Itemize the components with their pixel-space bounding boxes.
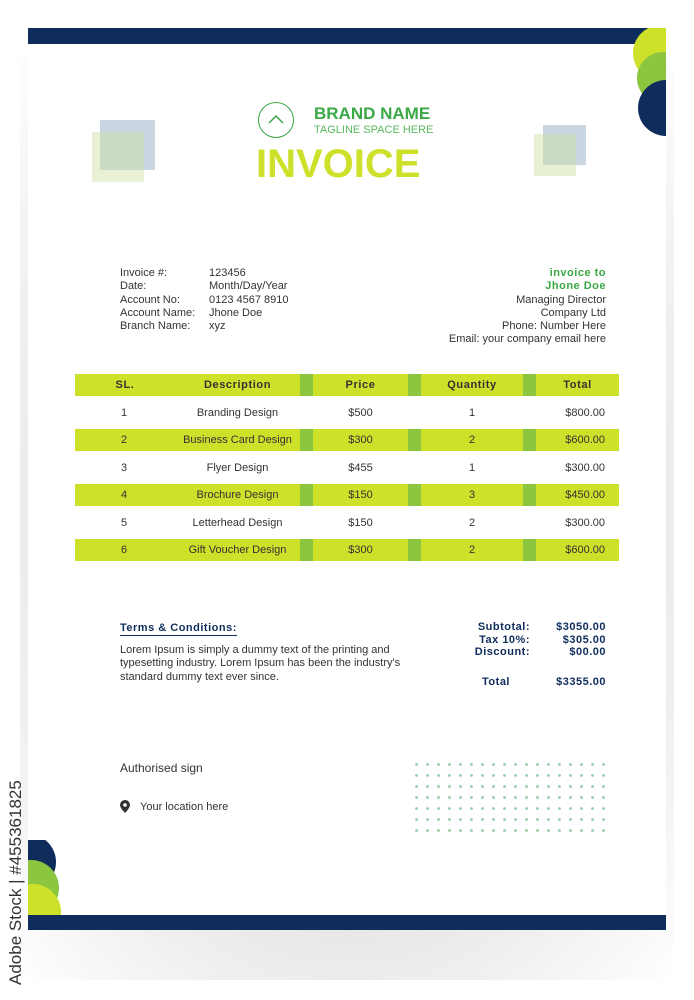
client-line: Managing Director bbox=[516, 293, 606, 306]
client-line: Phone: Number Here bbox=[502, 320, 606, 333]
table-row bbox=[75, 484, 619, 506]
top-bar bbox=[28, 28, 666, 44]
table-row bbox=[75, 451, 619, 484]
table-row bbox=[75, 539, 619, 561]
brand-logo-icon bbox=[258, 102, 294, 138]
table-cell: 2 bbox=[75, 429, 175, 451]
grand-total-label: Total bbox=[482, 675, 510, 688]
table-cell: $300.00 bbox=[565, 461, 605, 474]
table-row bbox=[75, 506, 619, 539]
col-header: Quantity bbox=[421, 374, 523, 396]
invoice-page bbox=[28, 28, 666, 930]
table-cell: 2 bbox=[421, 429, 523, 451]
table-cell: $150 bbox=[313, 484, 408, 506]
authorised-sign: Authorised sign bbox=[120, 761, 203, 775]
table-row bbox=[75, 429, 619, 451]
invoice-to bbox=[449, 267, 606, 347]
bottom-bar bbox=[28, 915, 666, 930]
page-title: INVOICE bbox=[256, 142, 421, 186]
table-cell: 1 bbox=[468, 461, 476, 474]
info-value: Jhone Doe bbox=[209, 306, 263, 319]
invoice-info bbox=[120, 267, 289, 333]
table-cell: 2 bbox=[421, 539, 523, 561]
table-cell: 1 bbox=[121, 406, 128, 419]
table-cell: 6 bbox=[75, 539, 175, 561]
items-table bbox=[75, 374, 619, 561]
info-label: Date: bbox=[120, 280, 147, 293]
brand-tagline: TAGLINE SPACE HERE bbox=[314, 124, 434, 136]
location-pin-icon bbox=[120, 800, 130, 813]
table-cell: $600.00 bbox=[536, 539, 619, 561]
corner-decoration-top bbox=[621, 28, 666, 138]
grand-total-value: $3355.00 bbox=[556, 675, 606, 688]
total-label: Discount: bbox=[474, 646, 530, 658]
table-cell: $150 bbox=[348, 516, 373, 529]
client-line: Email: your company email here bbox=[448, 333, 606, 346]
decor-square bbox=[534, 134, 576, 176]
table-cell: $300 bbox=[313, 539, 408, 561]
info-value: Month/Day/Year bbox=[209, 280, 288, 293]
info-label: Invoice #: bbox=[120, 267, 168, 279]
terms-text: Lorem Ipsum is simply a dummy text of the printing and typesetting industry. Lorem Ipsum has been the industry's standard dummy text ever since. bbox=[120, 644, 401, 683]
table-cell: Branding Design bbox=[196, 406, 279, 419]
table-cell: 5 bbox=[121, 516, 128, 529]
table-cell: 3 bbox=[421, 484, 523, 506]
info-value: 123456 bbox=[209, 267, 246, 279]
decor-square bbox=[92, 132, 144, 182]
watermark: Adobe Stock | #455361825 bbox=[6, 780, 25, 985]
table-cell: 2 bbox=[468, 516, 476, 529]
totals bbox=[448, 621, 606, 688]
info-label: Account No: bbox=[120, 293, 180, 306]
table-cell: $455 bbox=[348, 461, 373, 474]
info-value: 0123 4567 8910 bbox=[209, 293, 289, 306]
table-cell: $450.00 bbox=[536, 484, 619, 506]
location-text: Your location here bbox=[140, 800, 229, 813]
total-value: $305.00 bbox=[562, 633, 606, 646]
table-cell: 1 bbox=[468, 406, 476, 419]
table-cell: Business Card Design bbox=[175, 429, 300, 451]
client-line: Company Ltd bbox=[540, 306, 606, 319]
invoice-to-label: invoice to bbox=[549, 267, 606, 279]
table-cell: Gift Voucher Design bbox=[175, 539, 300, 561]
dot-pattern bbox=[411, 759, 611, 839]
table-cell: Brochure Design bbox=[175, 484, 300, 506]
total-label: Tax 10%: bbox=[479, 633, 530, 646]
total-value: $00.00 bbox=[569, 646, 606, 658]
table-cell: 4 bbox=[75, 484, 175, 506]
col-header: SL. bbox=[75, 374, 175, 396]
col-header: Price bbox=[313, 374, 408, 396]
col-header: Description bbox=[175, 374, 300, 396]
terms-title: Terms & Conditions: bbox=[120, 622, 237, 634]
brand-name: BRAND NAME bbox=[314, 104, 431, 123]
table-cell: Letterhead Design bbox=[192, 516, 283, 529]
info-value: xyz bbox=[209, 320, 226, 333]
table-cell: $500 bbox=[348, 406, 373, 419]
table-cell: $800.00 bbox=[565, 406, 605, 419]
table-cell: Flyer Design bbox=[206, 461, 269, 474]
table-cell: $600.00 bbox=[536, 429, 619, 451]
table-cell: $300 bbox=[313, 429, 408, 451]
info-label: Account Name: bbox=[120, 306, 196, 319]
client-name: Jhone Doe bbox=[545, 280, 606, 293]
total-value: $3050.00 bbox=[556, 621, 606, 633]
col-header: Total bbox=[536, 374, 619, 396]
info-label: Branch Name: bbox=[120, 320, 191, 333]
table-cell: $300.00 bbox=[565, 516, 605, 529]
table-cell: 3 bbox=[121, 461, 128, 474]
total-label: Subtotal: bbox=[477, 621, 530, 633]
location bbox=[120, 800, 228, 813]
table-row bbox=[75, 396, 619, 429]
